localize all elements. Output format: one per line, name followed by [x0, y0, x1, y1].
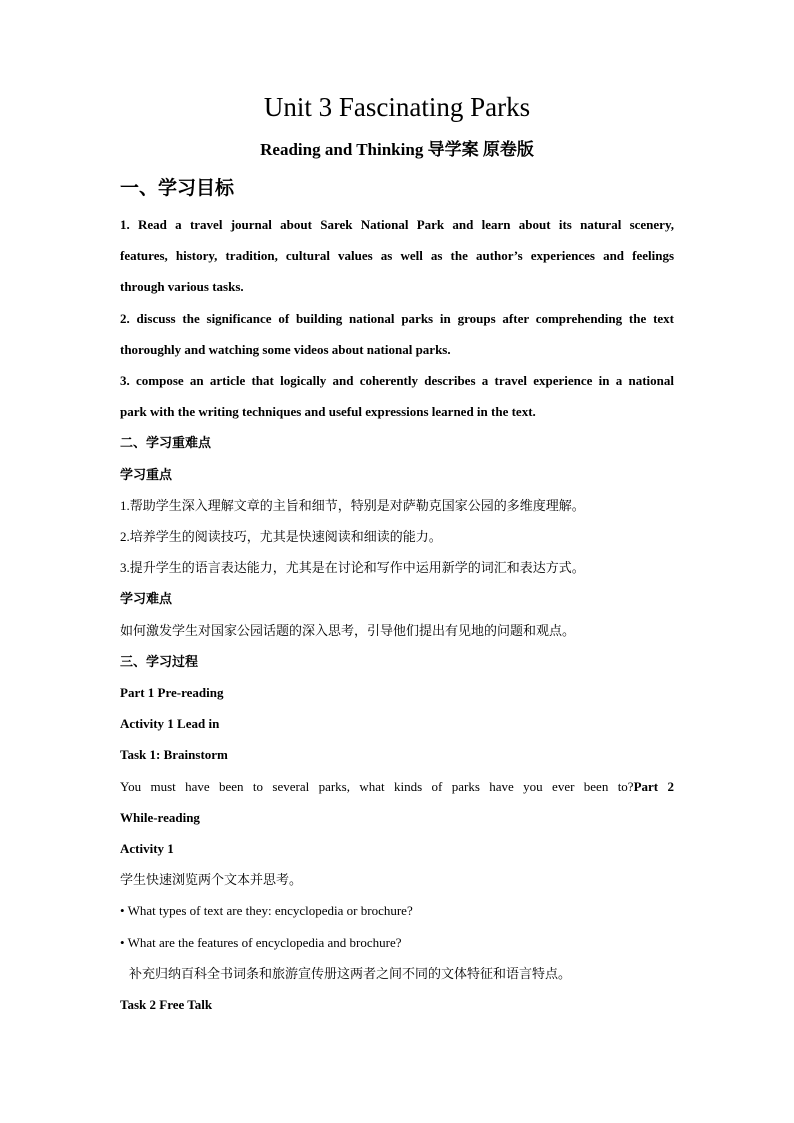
objective-3-line-2: park with the writing techniques and useful expressions learned in the text.	[120, 404, 536, 420]
objective-2-line-2: thoroughly and watching some videos about national parks.	[120, 341, 451, 357]
bullet-question: • What are the features of encyclopedia and brochure?	[120, 934, 402, 950]
objective-1-line-3: through various tasks.	[120, 279, 244, 295]
part-2-heading-end: While-reading	[120, 809, 200, 825]
section-heading-key-difficult-points: 二、学习重难点	[120, 435, 212, 451]
document-body	[120, 172, 674, 1020]
skim-instruction: 学生快速浏览两个文本并思考。	[120, 872, 303, 888]
brainstorm-paragraph	[120, 771, 674, 802]
section-heading-objectives: 一、学习目标	[120, 178, 235, 199]
objective-1-line-1: 1. Read a travel journal about Sarek National Park and learn about its natural scenery,	[120, 217, 674, 232]
difficulty-text: 如何激发学生对国家公园话题的深入思考，引导他们提出有见地的问题和观点。	[120, 622, 576, 638]
task-1-heading: Task 1: Brainstorm	[120, 747, 228, 763]
key-points-label: 学习重点	[120, 466, 173, 482]
key-point-item: 2.培养学生的阅读技巧，尤其是快速阅读和细读的能力。	[120, 529, 442, 545]
brainstorm-question: You must have been to several parks, what kinds of parks have you ever been to?	[120, 778, 634, 794]
section-heading-process: 三、学习过程	[120, 653, 199, 669]
activity-1-heading: Activity 1 Lead in	[120, 716, 220, 732]
key-point-item: 1.帮助学生深入理解文章的主旨和细节，特别是对萨勒克国家公园的多维度理解。	[120, 497, 585, 513]
bullet-question: • What types of text are they: encyclopedia or brochure?	[120, 903, 413, 919]
objective-1-line-2: features, history, tradition, cultural values as well as the author’s experiences and feelings	[120, 248, 674, 264]
document-title: Unit 3 Fascinating Parks	[263, 92, 531, 122]
part-2-heading-start: Part 2	[633, 778, 674, 794]
activity-1-while-reading-heading: Activity 1	[120, 841, 174, 857]
document-subtitle: Reading and Thinking 导学案 原卷版	[260, 140, 534, 159]
difficulty-label: 学习难点	[120, 591, 173, 607]
task-2-heading: Task 2 Free Talk	[120, 997, 213, 1013]
objective-3-line-1: 3. compose an article that logically and coherently describes a travel experience in a national	[120, 373, 674, 389]
objective-2-line-1: 2. discuss the significance of building national parks in groups after comprehending the text	[120, 310, 674, 326]
part-1-heading: Part 1 Pre-reading	[120, 685, 224, 701]
supplement-instruction: 补充归纳百科全书词条和旅游宣传册这两者之间不同的文体特征和语言特点。	[129, 965, 572, 981]
key-point-item: 3.提升学生的语言表达能力，尤其是在讨论和写作中运用新学的词汇和表达方式。	[120, 560, 585, 576]
